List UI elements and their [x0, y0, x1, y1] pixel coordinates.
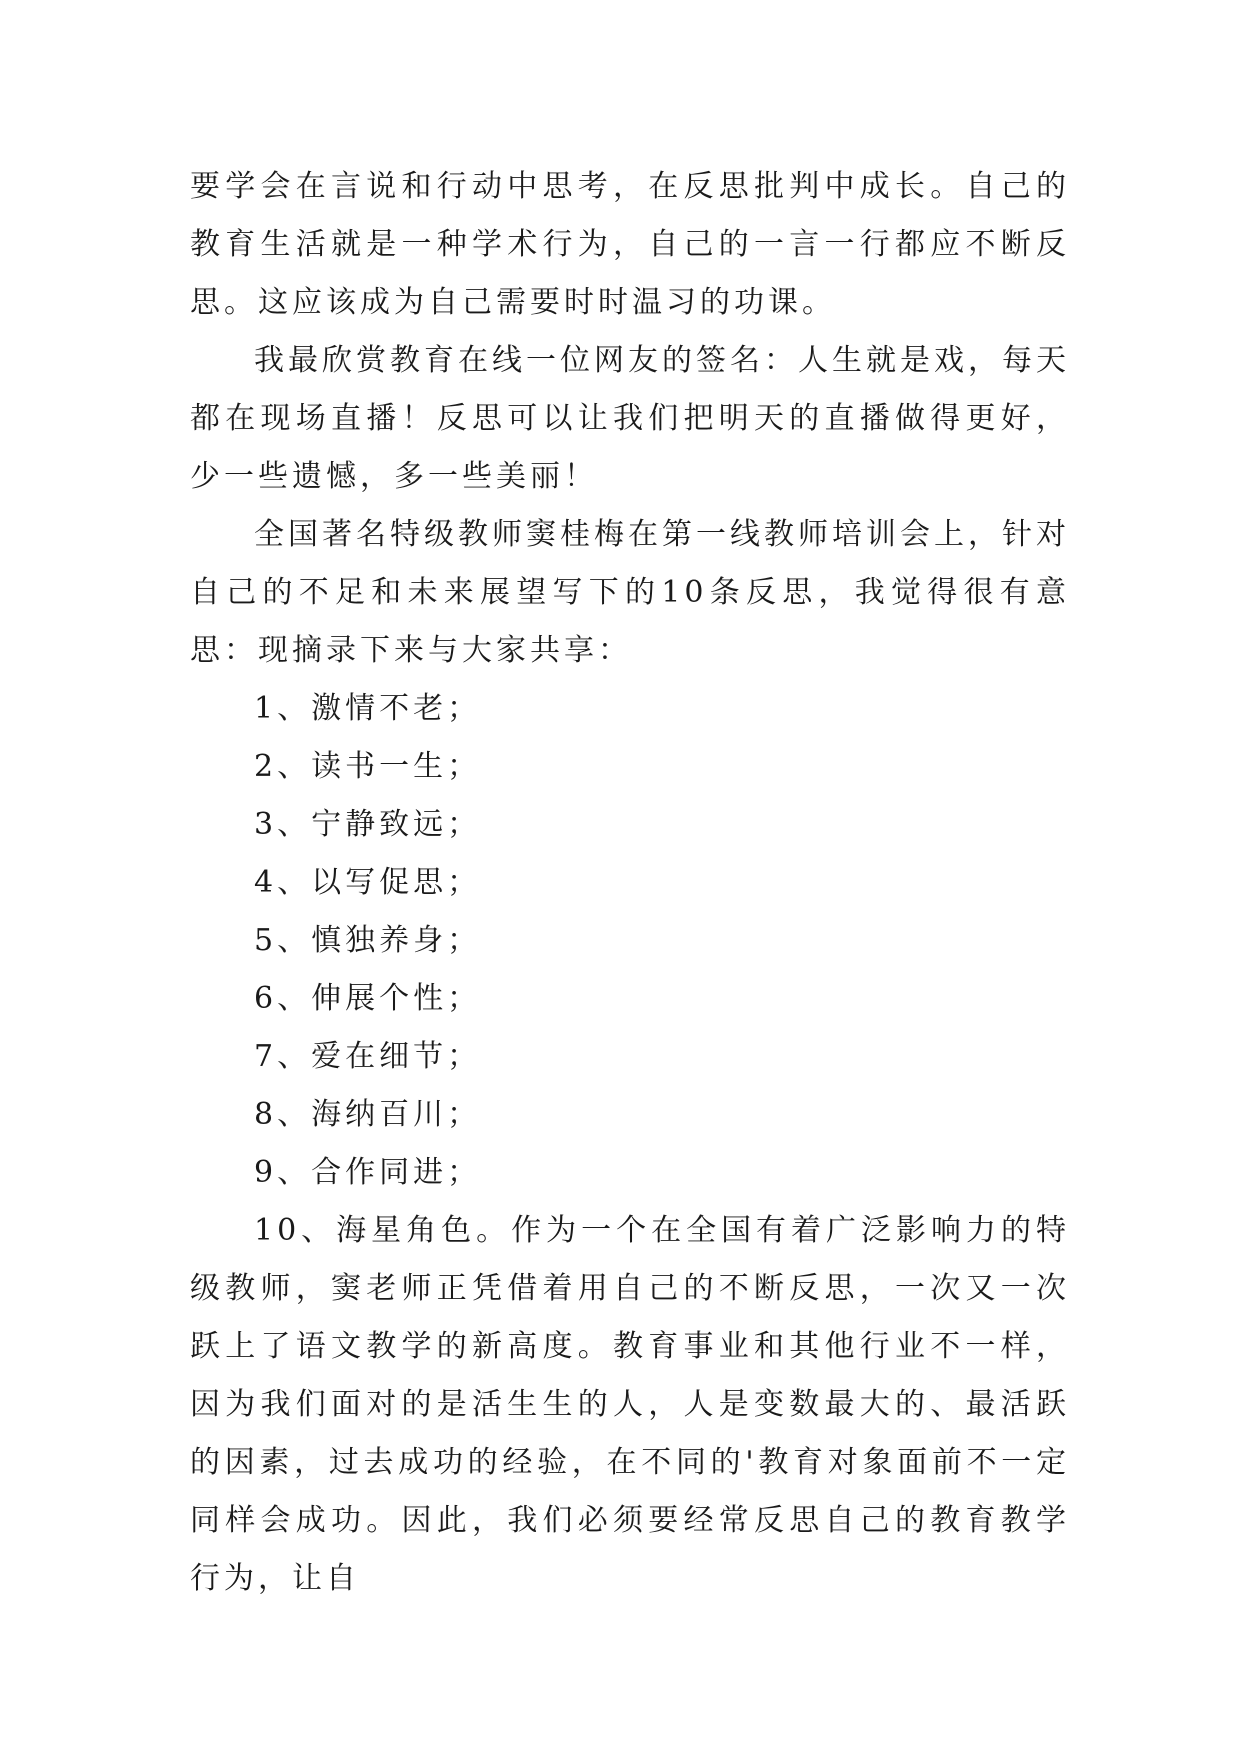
- list-item: 6、伸展个性；: [254, 981, 482, 1016]
- list-item: 5、慎独养身；: [254, 923, 482, 958]
- paragraph-signature: 我最欣赏教育在线一位网友的签名：人生就是戏，每天都在现场直播！反思可以让我们把明天的直播做得更好，少一些遗憾，多一些美丽！: [190, 343, 1070, 494]
- list-item: 7、爱在细节；: [254, 1039, 482, 1074]
- list-item: 4、以写促思；: [254, 865, 482, 900]
- list-item: 3、宁静致远；: [254, 807, 482, 842]
- paragraph-reflection: 要学会在言说和行动中思考，在反思批判中成长。自己的教育生活就是一种学术行为，自己的一言一行都应不断反思。这应该成为自己需要时时温习的功课。: [190, 169, 1070, 320]
- list-item: 2、读书一生；: [254, 749, 482, 784]
- list-item: 9、合作同进；: [254, 1155, 482, 1190]
- list-item: 1、激情不老；: [254, 691, 482, 726]
- paragraph-intro: 全国著名特级教师窦桂梅在第一线教师培训会上，针对自己的不足和未来展望写下的10条反思，我觉得很有意思：现摘录下来与大家共享：: [190, 517, 1070, 668]
- reflection-list: [190, 680, 1070, 1202]
- document-body: [190, 158, 1070, 1608]
- list-item: 8、海纳百川；: [254, 1097, 482, 1132]
- paragraph-closing: 10、海星角色。作为一个在全国有着广泛影响力的特级教师，窦老师正凭借着用自己的不断反思，一次又一次跃上了语文教学的新高度。教育事业和其他行业不一样，因为我们面对的是活生生的人，人是变数最大的、最活跃的因素，过去成功的经验，在不同的'教育对象面前不一定同样会成功。因此，我们必须要经常反思自己的教育教学行为，让自: [190, 1213, 1070, 1596]
